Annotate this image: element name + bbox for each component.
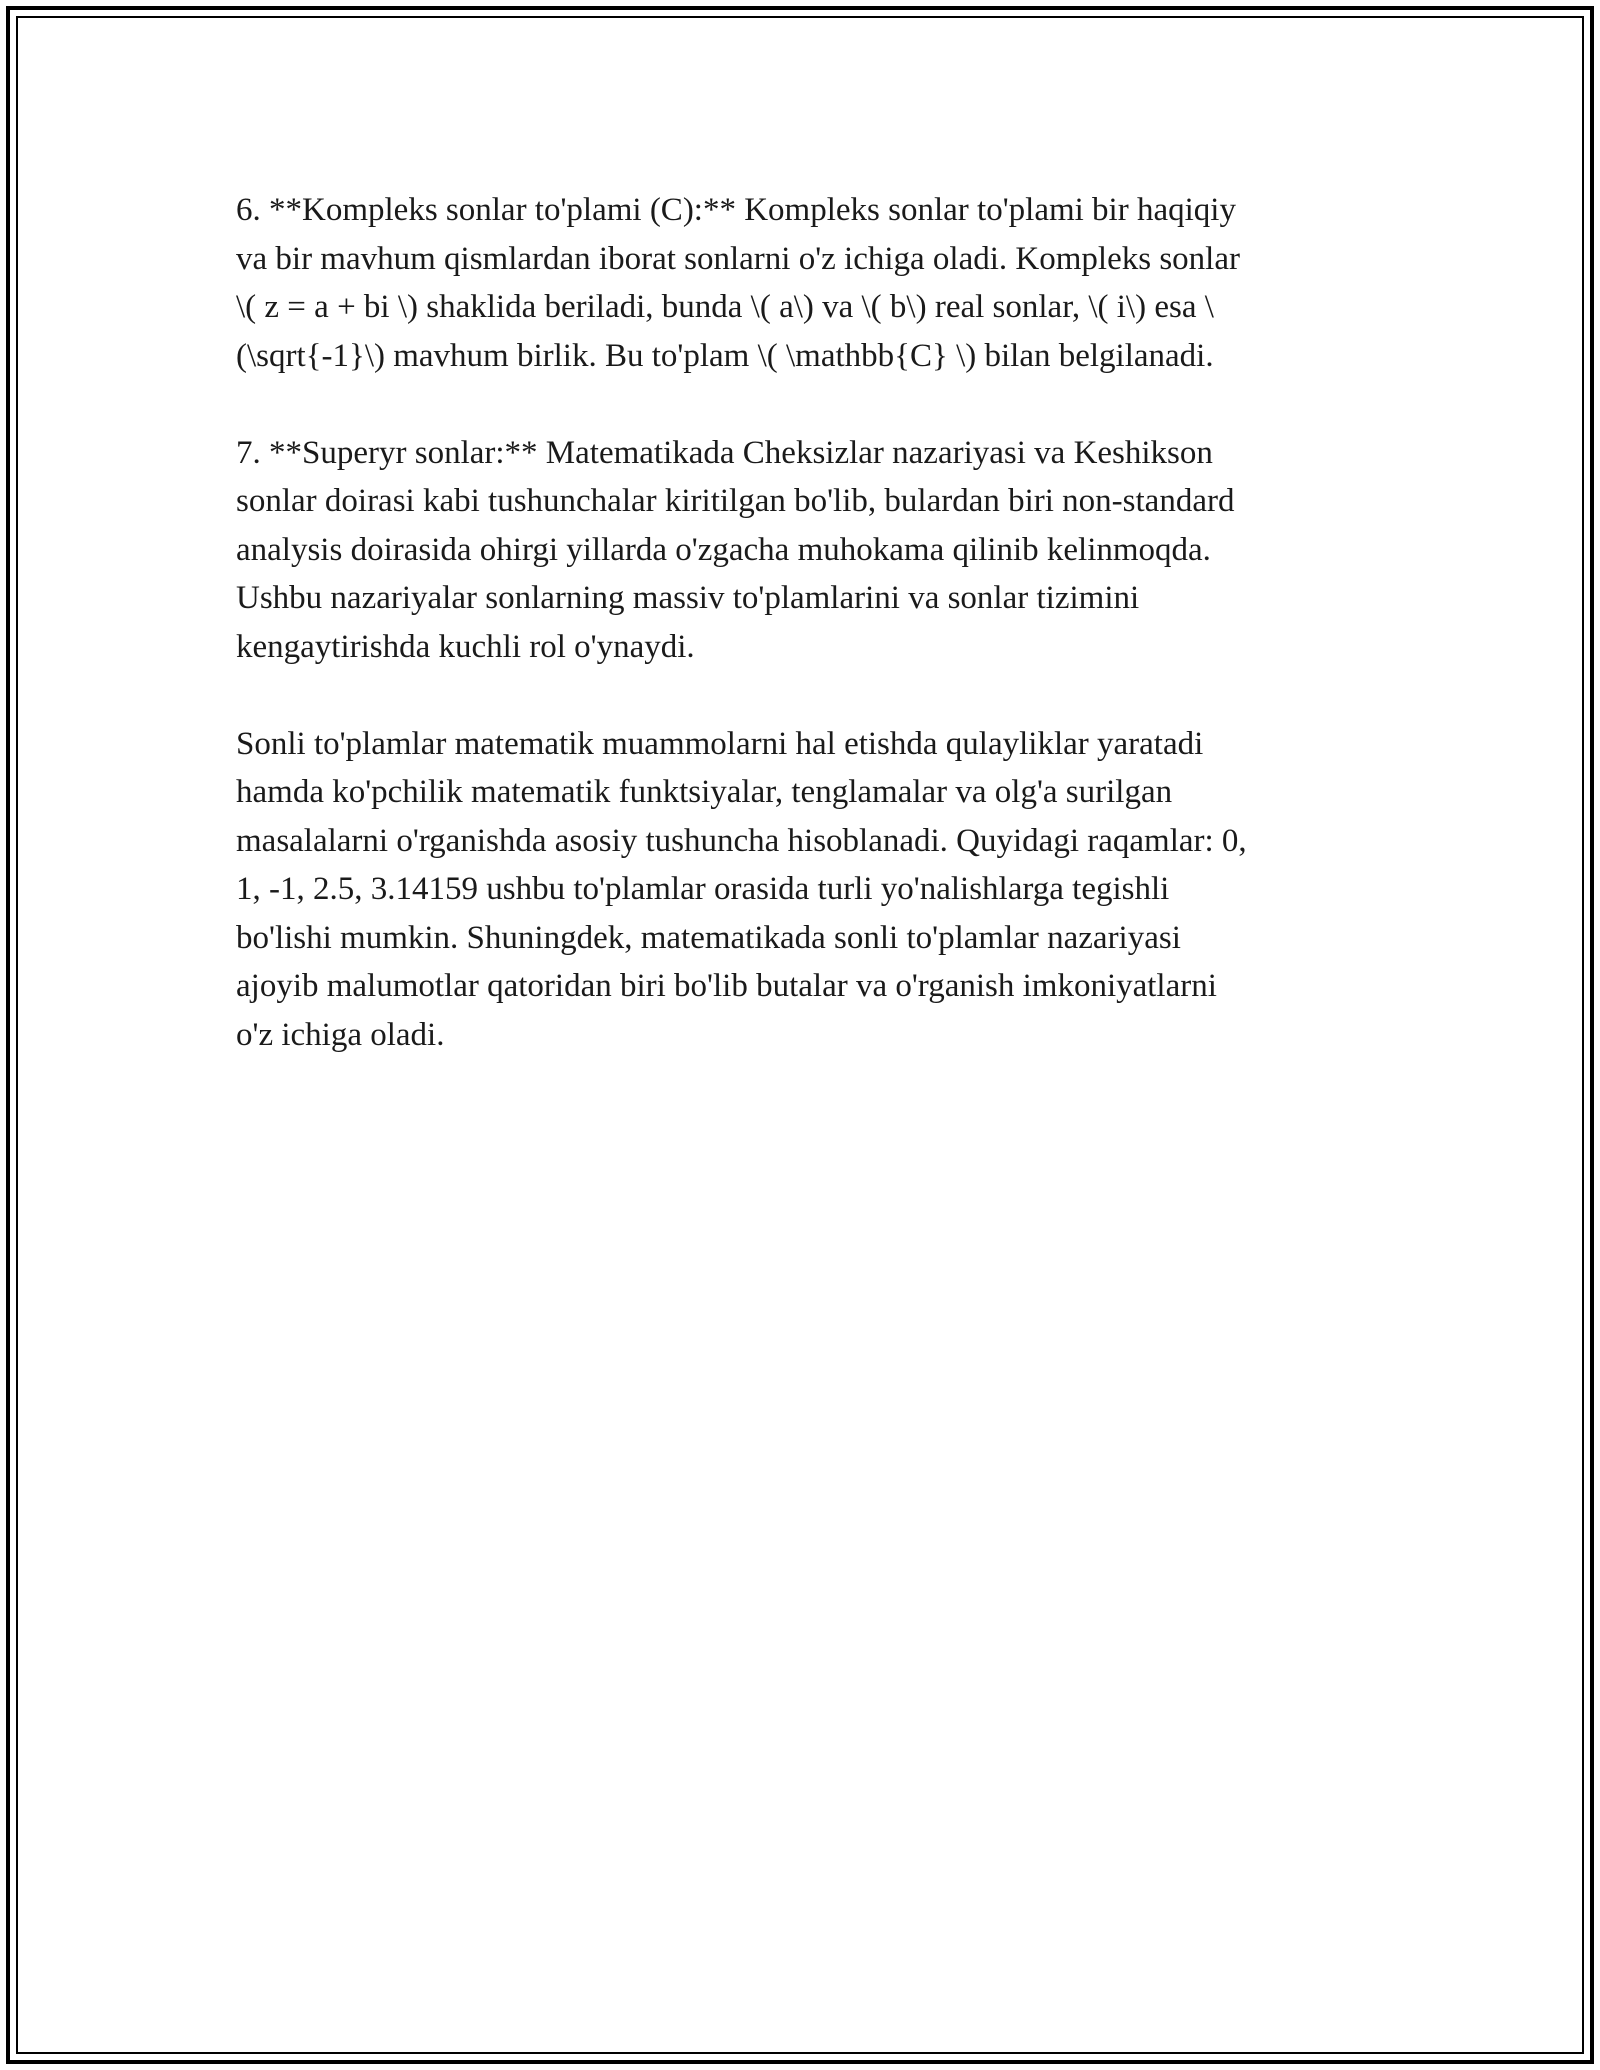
text-line: \( z = a + bi \) shaklida beriladi, bunda \( a\) va \( b\) real sonlar, \( i\) esa \ [236,289,1214,325]
paragraph-number-sets-summary [236,720,1366,1060]
text-line: 1, -1, 2.5, 3.14159 ushbu to'plamlar orasida turli yo'nalishlarga tegishli [236,871,1170,907]
text-line: o'z ichiga oladi. [236,1016,445,1053]
text-line: va bir mavhum qismlardan iborat sonlarni o'z ichiga oladi. Kompleks sonlar [236,240,1240,277]
text-line: bo'lishi mumkin. Shuningdek, matematikada sonli to'plamlar nazariyasi [236,919,1181,956]
paragraph-complex-numbers [236,186,1366,380]
text-line: hamda ko'pchilik matematik funktsiyalar, tenglamalar va olg'a surilgan [236,774,1173,810]
text-line: Ushbu nazariyalar sonlarning massiv to'plamlarini va sonlar tizimini [236,580,1140,616]
paragraph-superreal-numbers [236,429,1366,672]
text-line: 6. **Kompleks sonlar to'plami (C):** Kompleks sonlar to'plami bir haqiqiy [236,192,1236,228]
text-line: (\sqrt{-1}\) mavhum birlik. Bu to'plam \( \mathbb{C} \) bilan belgilanadi. [236,337,1214,374]
text-line: analysis doirasida ohirgi yillarda o'zgacha muhokama qilinib kelinmoqda. [236,531,1211,568]
text-line: 7. **Superyr sonlar:** Matematikada Cheksizlar nazariyasi va Keshikson [236,434,1213,471]
text-line: Sonli to'plamlar matematik muammolarni hal etishda qulayliklar yaratadi [236,725,1204,762]
text-line: kengaytirishda kuchli rol o'ynaydi. [236,628,695,665]
document-body [236,186,1366,1108]
text-line: sonlar doirasi kabi tushunchalar kiritilgan bo'lib, bulardan biri non-standard [236,483,1235,519]
text-line: masalalarni o'rganishda asosiy tushuncha hisoblanadi. Quyidagi raqamlar: 0, [236,822,1247,859]
text-line: ajoyib malumotlar qatoridan biri bo'lib butalar va o'rganish imkoniyatlarni [236,968,1217,1004]
